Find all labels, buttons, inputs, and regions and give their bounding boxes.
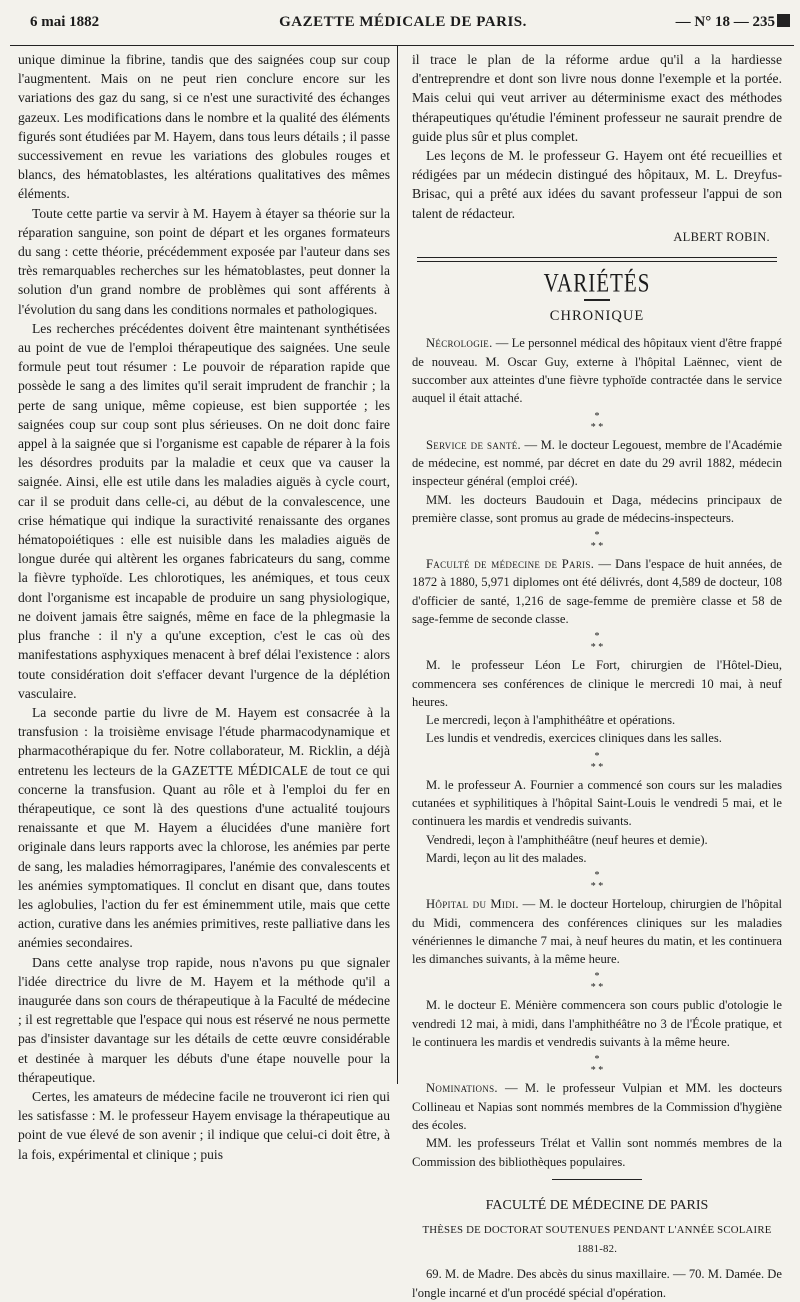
item-heading: Faculté de médecine de Paris. bbox=[426, 557, 595, 572]
news-item bbox=[412, 334, 782, 407]
news-item: MM. les docteurs Baudouin et Daga, médecins principaux de première classe, sont promus au grade de médecins-inspecteurs. bbox=[412, 492, 782, 525]
news-item: Les lundis et vendredis, exercices cliniques dans les salles. bbox=[426, 731, 722, 746]
corner-mark-icon bbox=[777, 14, 790, 27]
issue-date: 6 mai 1882 bbox=[30, 14, 100, 30]
asterism-icon: * * * bbox=[590, 750, 604, 773]
author-signature: ALBERT ROBIN. bbox=[673, 229, 770, 244]
section-subtitle: CHRONIQUE bbox=[549, 308, 645, 325]
title-dash bbox=[584, 299, 610, 301]
paragraph: il trace le plan de la réforme ardue qu'il a la hardiesse d'entreprendre et dont son livre nous donne l'exemple et la portée. Mais celui qui veut arriver au déterminisme exact des méthodes thérapeutiques qu'étudie l'éminent professeur ne saurait prendre de guide plus sûr et plus complet. bbox=[412, 52, 782, 144]
news-item bbox=[412, 555, 782, 628]
item-heading: Nominations. bbox=[426, 1081, 498, 1096]
news-item: Mardi, leçon au lit des malades. bbox=[426, 850, 587, 865]
issue-number: — N° 18 — 235 bbox=[675, 14, 775, 30]
asterism-icon: * * * bbox=[590, 530, 604, 553]
paragraph: Certes, les amateurs de médecine facile ne trouveront ici rien qui les satisfasse : M. le professeur Hayem envisage la thérapeutique au point de vue élevé de son avenir ; il indique que celui-ci doit être, à la fois, expérimental et clinique ; puis bbox=[18, 1088, 390, 1162]
faculty-heading: FACULTÉ DE MÉDECINE DE PARIS bbox=[485, 1197, 709, 1213]
news-item bbox=[412, 1079, 782, 1134]
news-item: MM. les professeurs Trélat et Vallin sont nommés membres de la Commission des bibliothèques populaires. bbox=[412, 1136, 782, 1169]
news-item: M. le professeur Léon Le Fort, chirurgien de l'Hôtel-Dieu, commencera ses conférences de clinique le mercredi 10 mai, à neuf heures. bbox=[412, 658, 782, 709]
paragraph: La seconde partie du livre de M. Hayem est consacrée à la transfusion : la troisième envisage l'étude pharmacodynamique et pharmacothérapique du fer. Notre collaborateur, M. Ricklin, a déjà entretenu les lecteurs de la GAZETTE MÉDICALE de tout ce qui concerne la transfusion. Quant au rôle et à l'emploi du fer en thérapeutique, ce sont là des questions d'une actualité toujours renaissante et que M. Hayem a élucidées d'une manière fort originale dans leurs rapports avec la chlorose, les anémies par perte de sang, les maladies hémorragipares, l'anémie des convalescents et les anémies symptomatiques. Il conclut en disant que, dans toutes les aglobulies, l'action du fer est éminemment utile, mais que cette action, curative dans les anémies primitives, reste palliative dans les anémies secondaires. bbox=[18, 704, 390, 951]
asterism-icon: * * * bbox=[590, 410, 604, 433]
section-rule bbox=[552, 1179, 642, 1180]
item-heading: Service de santé. bbox=[426, 437, 522, 452]
paragraph: Dans cette analyse trop rapide, nous n'avons pu que signaler l'idée directrice du livre de M. Hayem et la méthode qu'il a inaugurée dans son cours de thérapeutique à la Faculté de médecine ; il est regrettable que l'espace qui nous est réservé ne nous permette pas d'insister davantage sur les détails de cette œuvre considérable et destinée à marquer les débuts d'une étape nouvelle pour la thérapeutique. bbox=[18, 954, 390, 1085]
item-heading: Hôpital du Midi. bbox=[426, 897, 519, 912]
news-item bbox=[412, 895, 782, 968]
item-text: — Dans l'espace de huit années, de 1872 à 1880, 5,971 diplomes ont été délivrés, dont 4,589 de docteur, 108 d'officier de santé, 1,216 de sage-femme de première classe et 58 de sage-femme de seconde classe. bbox=[412, 557, 782, 626]
item-text: — Le personnel médical des hôpitaux vient d'être frappé de nouveau. M. Oscar Guy, externe à l'hôpital Laënnec, vient de succomber aux atteintes d'une fièvre typhoïde contractée dans le service auquel il était attaché. bbox=[412, 336, 782, 406]
asterism-icon: * * * bbox=[590, 631, 604, 654]
header-rule bbox=[10, 45, 794, 46]
page-header bbox=[12, 10, 794, 40]
column-divider bbox=[397, 46, 398, 1084]
item-text: — M. le docteur Legouest, membre de l'Académie de médecine, est nommé, par décret en date du 29 avril 1882, médecin inspecteur général (emploi créé). bbox=[412, 437, 782, 489]
news-item: Vendredi, leçon à l'amphithéâtre (neuf heures et demie). bbox=[426, 832, 708, 847]
paragraph: Toute cette partie va servir à M. Hayem à étayer sa théorie sur la réparation sanguine, son point de départ et les organes formateurs du sang : cette théorie, précédemment exposée par l'auteur dans ses très remarquables recherches sur les hématoblastes, peut donner la solution d'un grand nombre de problèmes qui sont afférents à l'évolution du sang dans les conditions normales et pathologiques. bbox=[18, 205, 390, 317]
page-number bbox=[676, 14, 790, 31]
item-text: — M. le docteur Horteloup, chirurgien de l'hôpital du Midi, commencera des conférences cliniques sur les maladies vénériennes le dimanche 7 mai, à neuf heures du matin, et les continuera les dimanches suivants, à la même heure. bbox=[412, 897, 782, 967]
theses-heading: THÈSES DE DOCTORAT SOUTENUES PENDANT L'ANNÉE SCOLAIRE 1881-82. bbox=[422, 1224, 772, 1256]
left-column bbox=[18, 50, 390, 1164]
item-text: — M. le professeur Vulpian et MM. les docteurs Collineau et Napias sont nommés membres de la Commission d'hygiène des écoles. bbox=[412, 1081, 782, 1132]
theses-list: 69. M. de Madre. Des abcès du sinus maxillaire. — 70. M. Damée. De l'ongle incarné et d'un procédé spécial d'opération. bbox=[412, 1267, 782, 1300]
news-item: Le mercredi, leçon à l'amphithéâtre et opérations. bbox=[426, 713, 676, 728]
news-item: M. le professeur A. Fournier a commencé son cours sur les maladies cutanées et syphilitiques à l'hôpital Saint-Louis le vendredi 5 mai, et le continuera les mardis et vendredis suivants. bbox=[412, 777, 782, 829]
asterism-icon: * * * bbox=[590, 971, 604, 994]
section-title: VARIÉTÉS bbox=[543, 267, 651, 298]
news-item bbox=[412, 436, 782, 491]
item-heading: Nécrologie. bbox=[426, 336, 493, 351]
paragraph: unique diminue la fibrine, tandis que des saignées coup sur coup l'augmentent. Mais on ne peut rien conclure encore sur les variations des gaz du sang, si ce n'est une suractivité des échanges gazeux. Les modifications dans le nombre et la qualité des éléments figurés sont étudiées par M. Hayem, dans tous leurs détails ; il passe successivement en revue les variations des globules rouges et blancs, des hématoblastes, les altérations qualitatives des mêmes éléments. bbox=[18, 52, 390, 202]
paragraph: Les leçons de M. le professeur G. Hayem ont été recueillies et rédigées par un médecin distingué des hôpitaux, M. L. Dreyfus-Brisac, qui a prêté aux idées du savant professeur l'appui de son talent de rédacteur. bbox=[412, 148, 782, 221]
journal-title: GAZETTE MÉDICALE DE PARIS. bbox=[279, 14, 527, 30]
news-item: M. le docteur E. Ménière commencera son cours public d'otologie le vendredi 12 mai, à midi, dans l'amphithéâtre no 3 de l'École pratique, et le continuera les mardis et vendredis suivants à la même heure. bbox=[412, 998, 782, 1050]
right-column bbox=[412, 50, 782, 1302]
section-separator bbox=[417, 257, 777, 262]
paragraph: Les recherches précédentes doivent être maintenant synthétisées au point de vue de l'emploi thérapeutique des saignées. Une seule formule peut tout résumer : Le pouvoir de réparation rapide que possède le sang a des limites qu'il serait imprudent de franchir ; la perte de sang unique, même copieuse, est bien supportée ; les saignées coup sur coup sont plus sérieuses. On ne doit donc faire appel à la saignée que si l'organisme est capable de réparer à la fois les désordres produits par la maladie et ceux que va causer la saignée. Ainsi, elle est utile dans les maladies aiguës à cycle court, car il se produit dans celle-ci, au début de la convalescence, une crise hématique qui indique la suractivité renaissante des organes hématopoiétiques : elle est nuisible dans les maladies aiguës de longue durée qui altèrent les organes fabricateurs du sang, comme la fièvre typhoïde. Les chlorotiques, les anémiques, et tous ceux dont l'organisme est incapable de produire un sang physiologique, ne doivent jamais être saignés, même en face de la phlegmasie la plus franche : il n'y a qu'une exception, c'est le cas où des manifestations asphyxiques menacent à bref délai l'existence : alors toute considération doit s'effacer devant l'urgence de la déplétion vasculaire. bbox=[18, 320, 390, 701]
asterism-icon: * * * bbox=[590, 870, 604, 893]
asterism-icon: * * * bbox=[590, 1054, 604, 1077]
